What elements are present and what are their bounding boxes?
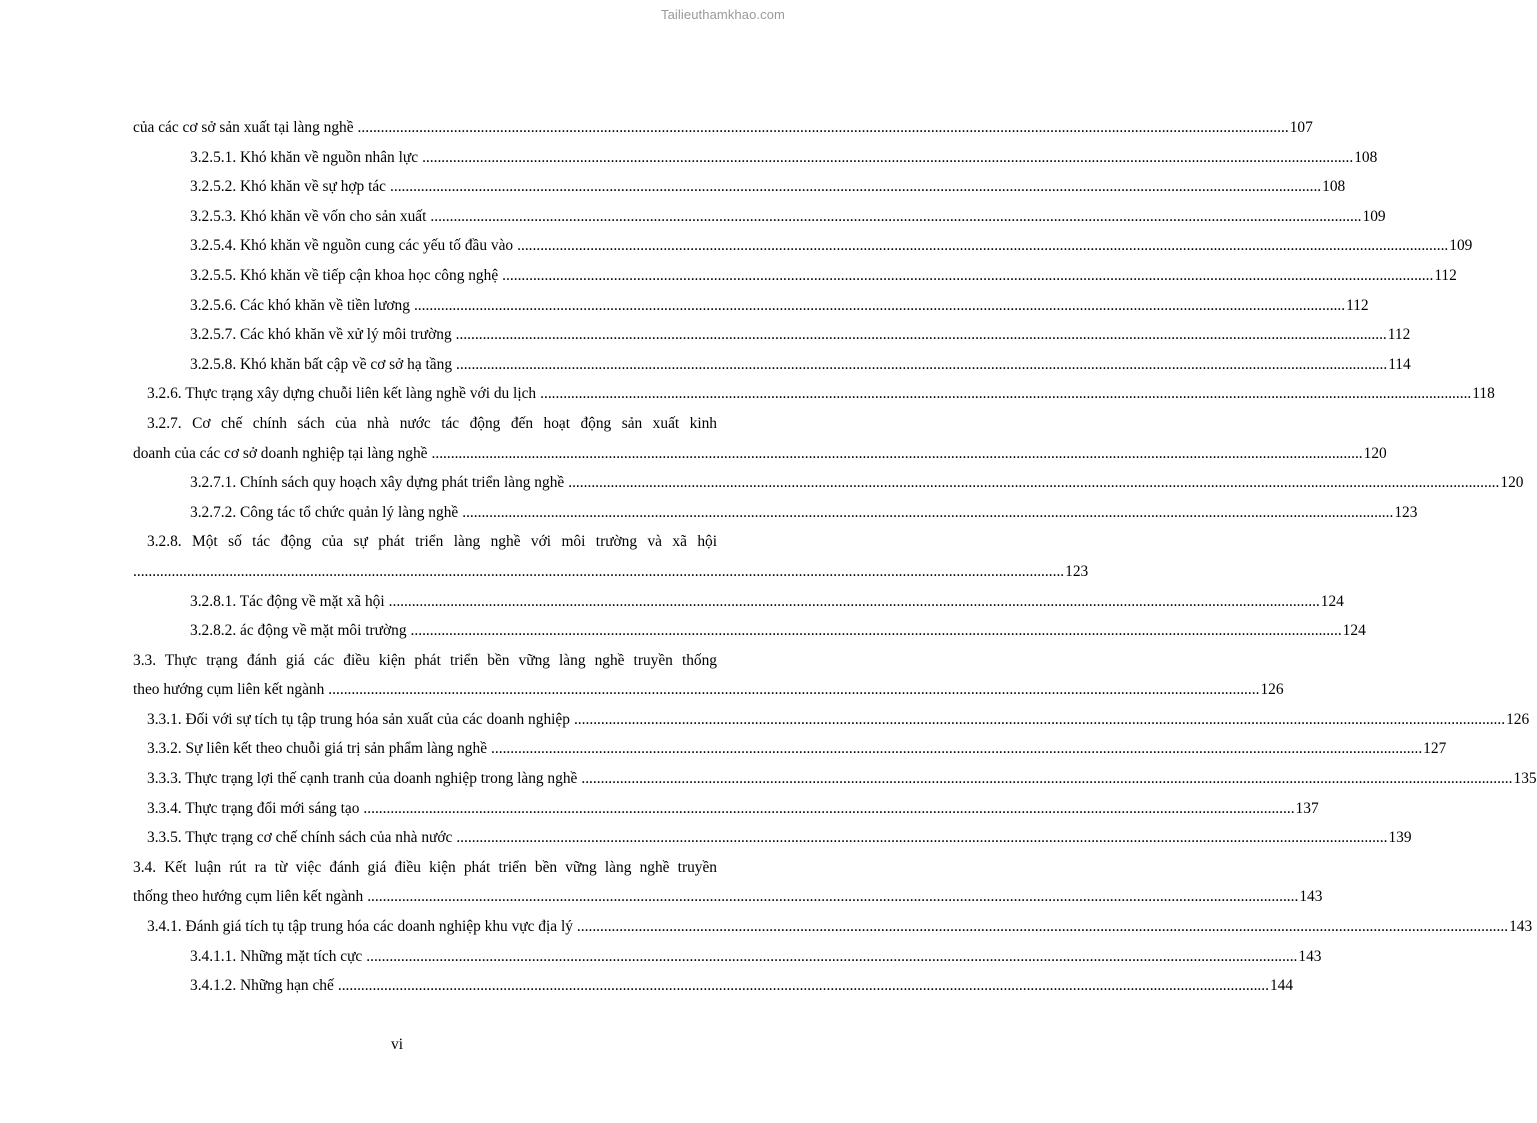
toc-entry-page: 144 <box>1269 977 1294 995</box>
toc-entry-title: 3.3.3. Thực trạng lợi thế cạnh tranh của doanh nghiệp trong làng nghề <box>147 770 578 788</box>
toc-entry-title: 3.3. Thực trạng đánh giá các điều kiện phát triển bền vững làng nghề truyền thống <box>133 651 717 669</box>
toc-entry[interactable] <box>133 942 1322 972</box>
toc-entry-page: 108 <box>1354 148 1378 166</box>
toc-entry-page: 114 <box>1388 355 1411 373</box>
dot-leader <box>422 143 1353 173</box>
dot-leader <box>367 882 1298 912</box>
dot-leader <box>517 231 1448 261</box>
toc-entry-title: 3.2.5.8. Khó khăn bất cập về cơ sở hạ tầng <box>190 355 453 373</box>
toc-entry-page: 126 <box>1506 710 1530 728</box>
toc-entry[interactable] <box>133 231 1473 261</box>
toc-entry-page: 127 <box>1423 740 1447 758</box>
dot-leader <box>456 823 1387 853</box>
toc-entry-page: 112 <box>1387 326 1411 344</box>
toc-entry-page: 107 <box>1289 119 1313 136</box>
toc-entry[interactable] <box>133 734 1447 764</box>
toc-entry-page: 108 <box>1322 178 1346 196</box>
toc-entry-page: 123 <box>1065 562 1089 580</box>
toc-entry-title: 3.2.5.3. Khó khăn về vốn cho sản xuất <box>190 207 427 225</box>
toc-entry-page: 109 <box>1449 237 1473 255</box>
toc-entry-title: 3.2.5.7. Các khó khăn về xử lý môi trường <box>190 326 452 344</box>
dot-leader <box>462 498 1393 528</box>
toc-entry[interactable] <box>133 468 1524 498</box>
dot-leader <box>502 261 1433 291</box>
toc-entry-page: 123 <box>1394 503 1418 521</box>
toc-entry-page: 112 <box>1346 296 1369 314</box>
dot-leader <box>456 350 1387 380</box>
dot-leader <box>389 587 1320 617</box>
toc-entry[interactable] <box>133 409 1387 468</box>
toc-entry[interactable] <box>133 498 1418 528</box>
toc-entry-title: 3.3.4. Thực trạng đổi mới sáng tạo <box>147 799 360 817</box>
toc-entry-page: 120 <box>1363 444 1387 462</box>
toc-entry[interactable] <box>133 853 1323 912</box>
toc-entry-page: 135 <box>1513 770 1537 788</box>
toc-entry[interactable] <box>133 320 1411 350</box>
toc-entry[interactable] <box>133 143 1378 173</box>
dot-leader <box>390 172 1321 202</box>
dot-leader <box>411 616 1342 646</box>
dot-leader <box>133 557 1064 587</box>
toc-entry-title: 3.2.7.2. Công tác tổ chức quản lý làng nghề <box>190 503 459 521</box>
dot-leader <box>358 113 1289 143</box>
dot-leader <box>328 675 1259 705</box>
toc-entry-page: 118 <box>1472 385 1495 403</box>
toc-entry[interactable] <box>133 912 1533 942</box>
toc-entry[interactable] <box>133 646 1284 705</box>
toc-entry[interactable] <box>133 764 1537 794</box>
toc-entry-title: 3.2.7. Cơ chế chính sách của nhà nước tác động đến hoạt động sản xuất kinh <box>147 414 717 432</box>
dot-leader <box>574 705 1505 735</box>
dot-leader <box>581 764 1512 794</box>
toc-entry-title: 3.2.6. Thực trạng xây dựng chuỗi liên kết làng nghề với du lịch <box>147 385 537 403</box>
dot-leader <box>568 468 1499 498</box>
toc-entry-title-continued: thống theo hướng cụm liên kết ngành <box>133 888 364 906</box>
toc-entry-title: 3.2.5.5. Khó khăn về tiếp cận khoa học công nghệ <box>190 266 499 284</box>
page-number: vi <box>391 1036 403 1053</box>
toc-entry-page: 137 <box>1295 799 1319 817</box>
table-of-contents <box>133 113 1537 1001</box>
toc-entry-title: 3.4.1.2. Những hạn chế <box>190 977 334 995</box>
toc-entry[interactable] <box>133 172 1346 202</box>
toc-entry-page: 139 <box>1388 829 1412 847</box>
toc-entry[interactable] <box>133 527 1089 586</box>
toc-entry-title: 3.2.5.6. Các khó khăn về tiền lương <box>190 296 410 314</box>
toc-entry[interactable] <box>133 202 1386 232</box>
toc-entry[interactable] <box>133 379 1495 409</box>
toc-entry-page: 143 <box>1298 947 1322 965</box>
toc-entry-title: 3.2.8.1. Tác động về mặt xã hội <box>190 592 385 610</box>
toc-entry-title: 3.4. Kết luận rút ra từ việc đánh giá điều kiện phát triển bền vững làng nghề truyền <box>133 858 717 876</box>
toc-entry[interactable] <box>133 616 1366 646</box>
dot-leader <box>432 439 1363 469</box>
dot-leader <box>430 202 1361 232</box>
toc-entry[interactable] <box>133 113 1313 143</box>
toc-entry[interactable] <box>133 705 1530 735</box>
dot-leader <box>491 734 1422 764</box>
toc-entry-title: 3.2.5.1. Khó khăn về nguồn nhân lực <box>190 148 419 166</box>
dot-leader <box>363 794 1294 824</box>
toc-entry-page: 143 <box>1509 918 1533 936</box>
dot-leader <box>577 912 1508 942</box>
toc-entry[interactable] <box>133 291 1369 321</box>
dot-leader <box>414 291 1345 321</box>
toc-entry[interactable] <box>133 350 1411 380</box>
toc-entry-title: 3.3.5. Thực trạng cơ chế chính sách của nhà nước <box>147 829 453 847</box>
toc-entry-title: của các cơ sở sản xuất tại làng nghề <box>133 119 354 136</box>
dot-leader <box>456 320 1387 350</box>
toc-entry-page: 124 <box>1342 622 1366 640</box>
toc-entry[interactable] <box>133 971 1294 1001</box>
toc-entry-page: 126 <box>1260 681 1284 699</box>
toc-entry-page: 143 <box>1299 888 1323 906</box>
toc-entry-page: 109 <box>1362 207 1386 225</box>
toc-entry[interactable] <box>133 794 1319 824</box>
toc-entry-title-continued: doanh của các cơ sở doanh nghiệp tại làng nghề <box>133 444 428 462</box>
toc-entry[interactable] <box>133 587 1344 617</box>
dot-leader <box>540 379 1471 409</box>
toc-entry-title: 3.2.7.1. Chính sách quy hoạch xây dựng phát triển làng nghề <box>190 474 565 492</box>
toc-entry-page: 112 <box>1434 266 1457 284</box>
toc-entry-title: 3.3.2. Sự liên kết theo chuỗi giá trị sản phẩm làng nghề <box>147 740 488 758</box>
toc-entry-title: 3.2.8. Một số tác động của sự phát triển làng nghề với môi trường và xã hội <box>147 533 717 551</box>
toc-entry-title: 3.4.1.1. Những mặt tích cực <box>190 947 363 965</box>
dot-leader <box>366 942 1297 972</box>
toc-entry-title: 3.4.1. Đánh giá tích tụ tập trung hóa các doanh nghiệp khu vực địa lý <box>147 918 573 936</box>
watermark-text: Tailieuthamkhao.com <box>660 7 785 22</box>
toc-entry-title: 3.2.5.4. Khó khăn về nguồn cung các yếu tố đầu vào <box>190 237 514 255</box>
toc-entry-page: 120 <box>1500 474 1524 492</box>
toc-entry-title: 3.2.8.2. ác động về mặt môi trường <box>190 622 407 640</box>
toc-entry-title: 3.3.1. Đối với sự tích tụ tập trung hóa sản xuất của các doanh nghiệp <box>147 710 570 728</box>
toc-entry[interactable] <box>133 823 1412 853</box>
toc-entry[interactable] <box>133 261 1457 291</box>
toc-entry-title-continued: theo hướng cụm liên kết ngành <box>133 681 325 699</box>
toc-entry-title: 3.2.5.2. Khó khăn về sự hợp tác <box>190 178 387 196</box>
dot-leader <box>338 971 1269 1001</box>
toc-entry-page: 124 <box>1320 592 1344 610</box>
